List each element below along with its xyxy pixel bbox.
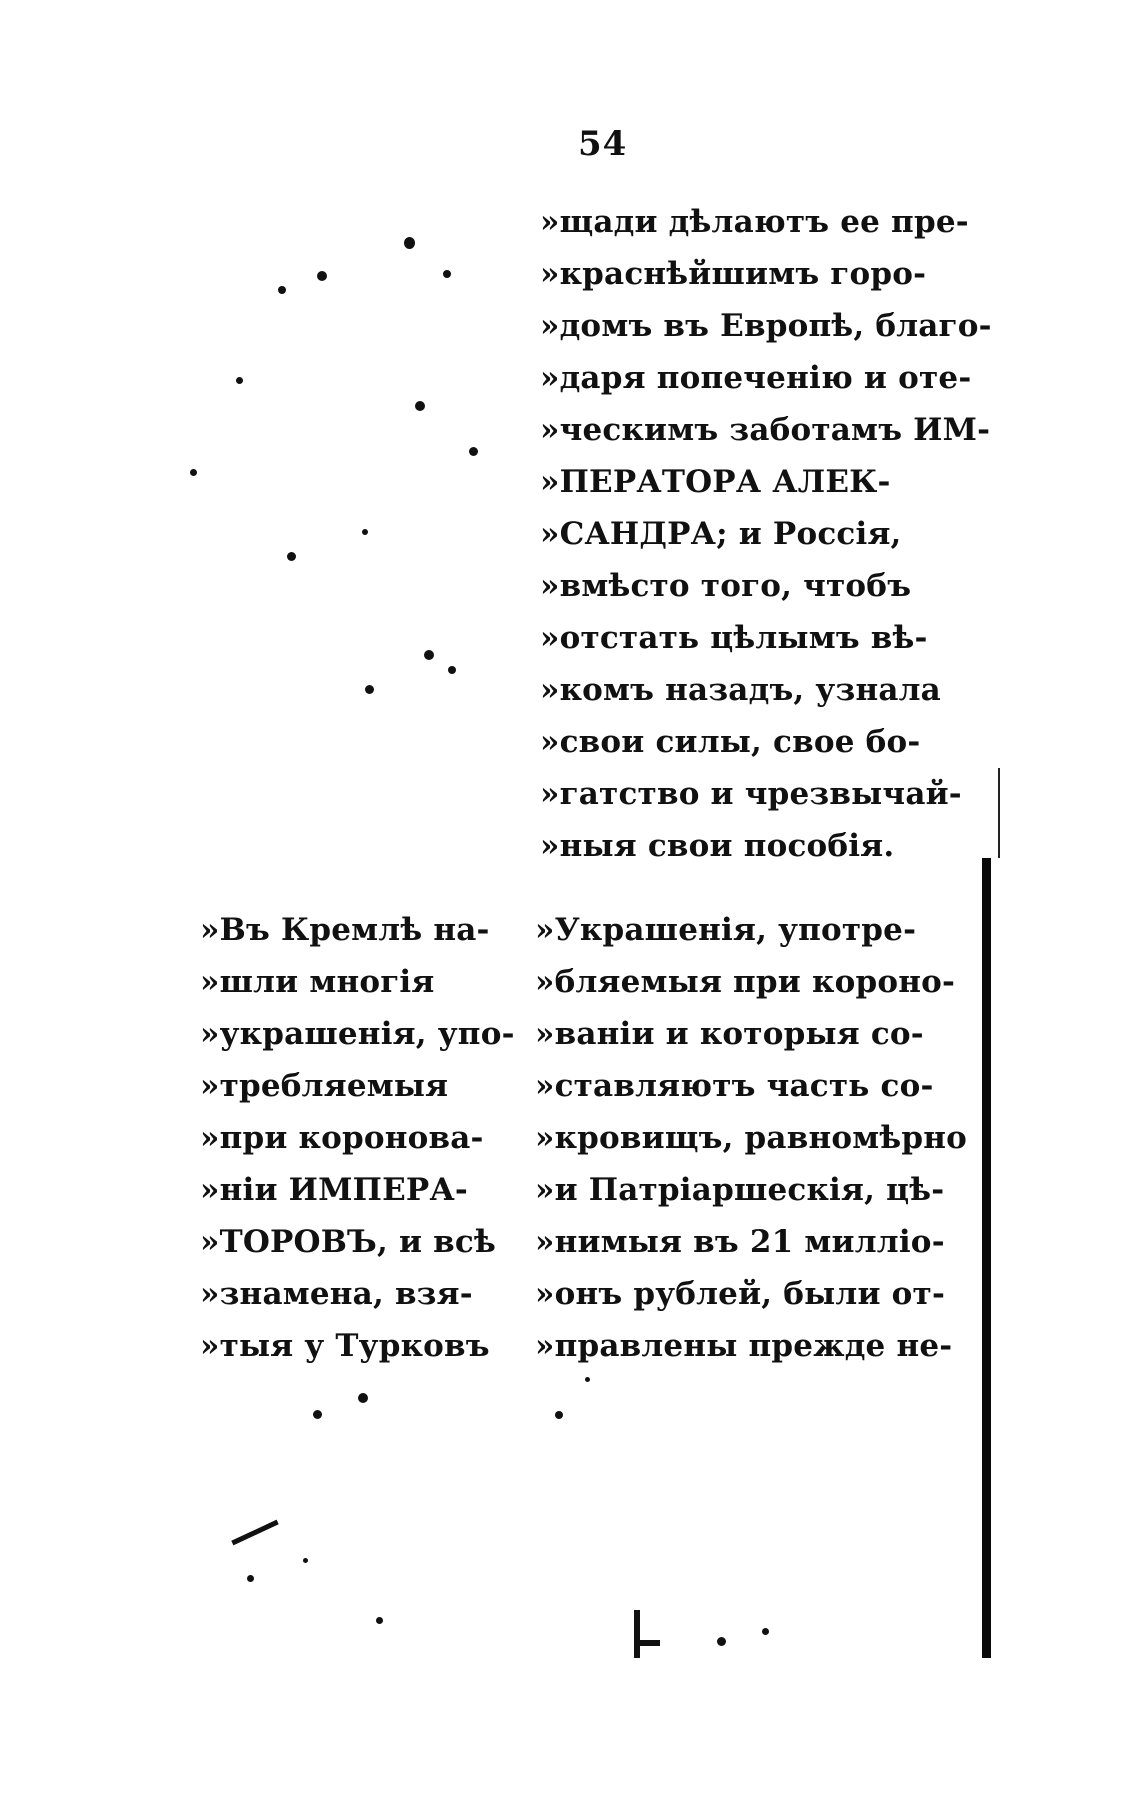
text-line: »требляемыя bbox=[200, 1068, 449, 1104]
text-line: »шли многія bbox=[200, 964, 435, 1000]
text-line: »при коронова- bbox=[200, 1120, 484, 1156]
text-line: »бляемыя при короно- bbox=[535, 964, 956, 1000]
text-line: »знамена, взя- bbox=[200, 1276, 473, 1312]
lower-right-column bbox=[535, 904, 975, 1372]
ink-stroke bbox=[640, 1640, 660, 1646]
text-line: »ніи ИМПЕРА- bbox=[200, 1172, 468, 1208]
text-line: »даря попеченію и оте- bbox=[540, 360, 972, 396]
text-line: »ческимъ заботамъ ИМ- bbox=[540, 412, 991, 448]
text-line: »ваніи и которыя со- bbox=[535, 1016, 924, 1052]
text-line: »Украшенія, употре- bbox=[535, 912, 917, 948]
text-line: »вмѣсто того, чтобъ bbox=[540, 568, 912, 604]
text-line: »и Патріаршескія, цѣ- bbox=[535, 1172, 945, 1208]
upper-right-column bbox=[540, 196, 992, 872]
text-line: »тыя у Турковъ bbox=[200, 1328, 490, 1364]
text-line: »домъ въ Европѣ, благо- bbox=[540, 308, 992, 344]
lower-left-column bbox=[200, 904, 520, 1372]
text-line: »нимыя въ 21 милліо- bbox=[535, 1224, 945, 1260]
text-line: »краснѣйшимъ горо- bbox=[540, 256, 927, 292]
text-line: »Въ Кремлѣ на- bbox=[200, 912, 490, 948]
page-edge-line bbox=[998, 768, 1000, 858]
text-line: »свои силы, свое бо- bbox=[540, 724, 921, 760]
text-line: »щади дѣлаютъ ее пре- bbox=[540, 204, 969, 240]
text-line: »ПЕРАТОРА АЛЕК- bbox=[540, 464, 891, 500]
ink-stroke bbox=[634, 1610, 640, 1658]
page-number: 54 bbox=[578, 124, 628, 164]
text-line: »правлены прежде не- bbox=[535, 1328, 953, 1364]
text-line: »ТОРОВЪ, и всѣ bbox=[200, 1224, 496, 1260]
ink-stroke bbox=[231, 1520, 278, 1546]
text-line: »САНДРА; и Россія, bbox=[540, 516, 902, 552]
text-line: »онъ рублей, были от- bbox=[535, 1276, 946, 1312]
text-line: »ныя свои пособія. bbox=[540, 828, 895, 864]
page-edge-shadow bbox=[982, 858, 991, 1658]
text-line: »украшенія, упо- bbox=[200, 1016, 515, 1052]
text-line: »ставляютъ часть со- bbox=[535, 1068, 934, 1104]
text-line: »отстать цѣлымъ вѣ- bbox=[540, 620, 928, 656]
text-line: »гатство и чрезвычай- bbox=[540, 776, 962, 812]
text-line: »комъ назадъ, узнала bbox=[540, 672, 941, 708]
text-line: »кровищъ, равномѣрно bbox=[535, 1120, 967, 1156]
